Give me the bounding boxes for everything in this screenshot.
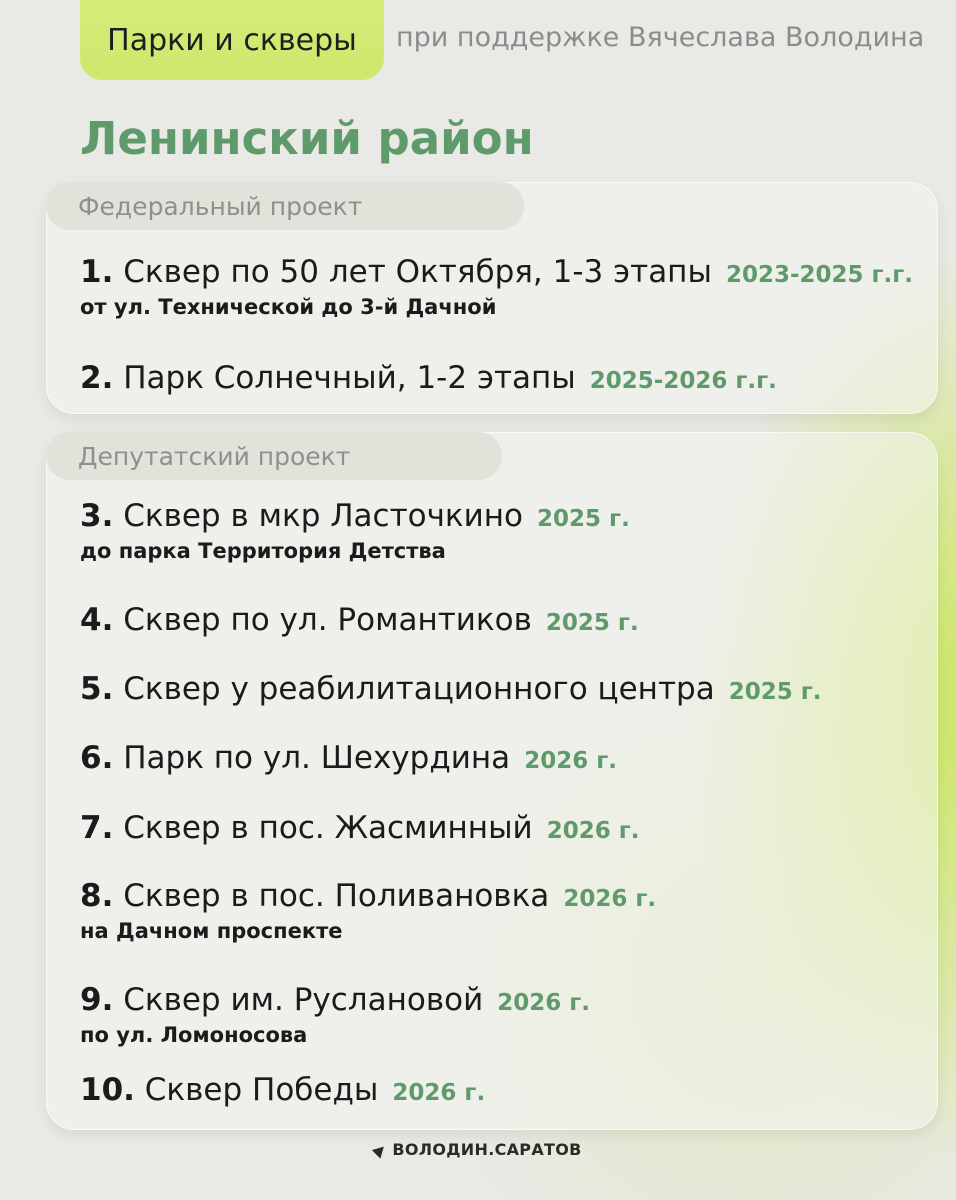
list-item <box>80 878 656 943</box>
federal-project-label: Федеральный проект <box>46 182 524 230</box>
item-title: Парк по ул. Шехурдина <box>123 740 511 776</box>
list-item <box>80 671 821 710</box>
footer-brand <box>0 1140 956 1159</box>
item-title: Сквер в пос. Поливановка <box>123 878 550 914</box>
item-year: 2025 г. <box>728 679 822 705</box>
item-title: Сквер в пос. Жасминный <box>123 810 533 846</box>
list-item <box>80 810 639 849</box>
item-year: 2026 г. <box>524 748 617 774</box>
item-number: 7. <box>80 810 114 846</box>
item-title: Парк Солнечный, 1-2 этапы <box>123 360 576 396</box>
item-year: 2025 г. <box>537 506 630 532</box>
list-item <box>80 360 777 399</box>
item-number: 5. <box>80 671 114 707</box>
item-number: 2. <box>80 360 114 396</box>
item-year: 2025-2026 г.г. <box>589 368 777 394</box>
header-subtitle: при поддержке Вячеслава Володина <box>396 22 925 53</box>
list-item <box>80 982 590 1047</box>
footer-text: ВОЛОДИН.САРАТОВ <box>392 1140 582 1159</box>
item-title: Сквер им. Руслановой <box>123 982 484 1018</box>
item-number: 6. <box>80 740 114 776</box>
item-title: Сквер у реабилитационного центра <box>123 671 715 707</box>
item-year: 2023-2025 г.г. <box>725 262 914 288</box>
telegram-arrow-icon <box>372 1142 388 1158</box>
item-year: 2025 г. <box>545 610 639 636</box>
item-year: 2026 г. <box>546 818 640 844</box>
item-year: 2026 г. <box>497 990 590 1016</box>
item-number: 9. <box>80 982 114 1018</box>
list-item <box>80 1072 485 1111</box>
district-title: Ленинский район <box>80 112 534 165</box>
list-item <box>80 602 639 641</box>
item-number: 4. <box>80 602 114 638</box>
item-subtitle: на Дачном проспекте <box>80 919 343 943</box>
item-year: 2026 г. <box>392 1080 486 1106</box>
header-tag: Парки и скверы <box>80 0 384 80</box>
item-number: 3. <box>80 498 114 534</box>
list-item <box>80 740 617 779</box>
item-number: 1. <box>80 254 114 290</box>
item-subtitle: от ул. Технической до 3-й Дачной <box>80 295 497 319</box>
item-title: Сквер в мкр Ласточкино <box>123 498 524 534</box>
list-item <box>80 498 630 563</box>
item-title: Сквер по ул. Романтиков <box>123 602 532 638</box>
item-subtitle: до парка Территория Детства <box>80 539 446 563</box>
list-item <box>80 254 913 319</box>
item-year: 2026 г. <box>563 886 657 912</box>
item-number: 8. <box>80 878 114 914</box>
item-number: 10. <box>80 1072 135 1108</box>
item-subtitle: по ул. Ломоносова <box>80 1023 308 1047</box>
item-title: Сквер по 50 лет Октября, 1-3 этапы <box>123 254 712 290</box>
item-title: Сквер Победы <box>144 1072 379 1108</box>
deputy-project-label: Депутатский проект <box>46 432 502 480</box>
